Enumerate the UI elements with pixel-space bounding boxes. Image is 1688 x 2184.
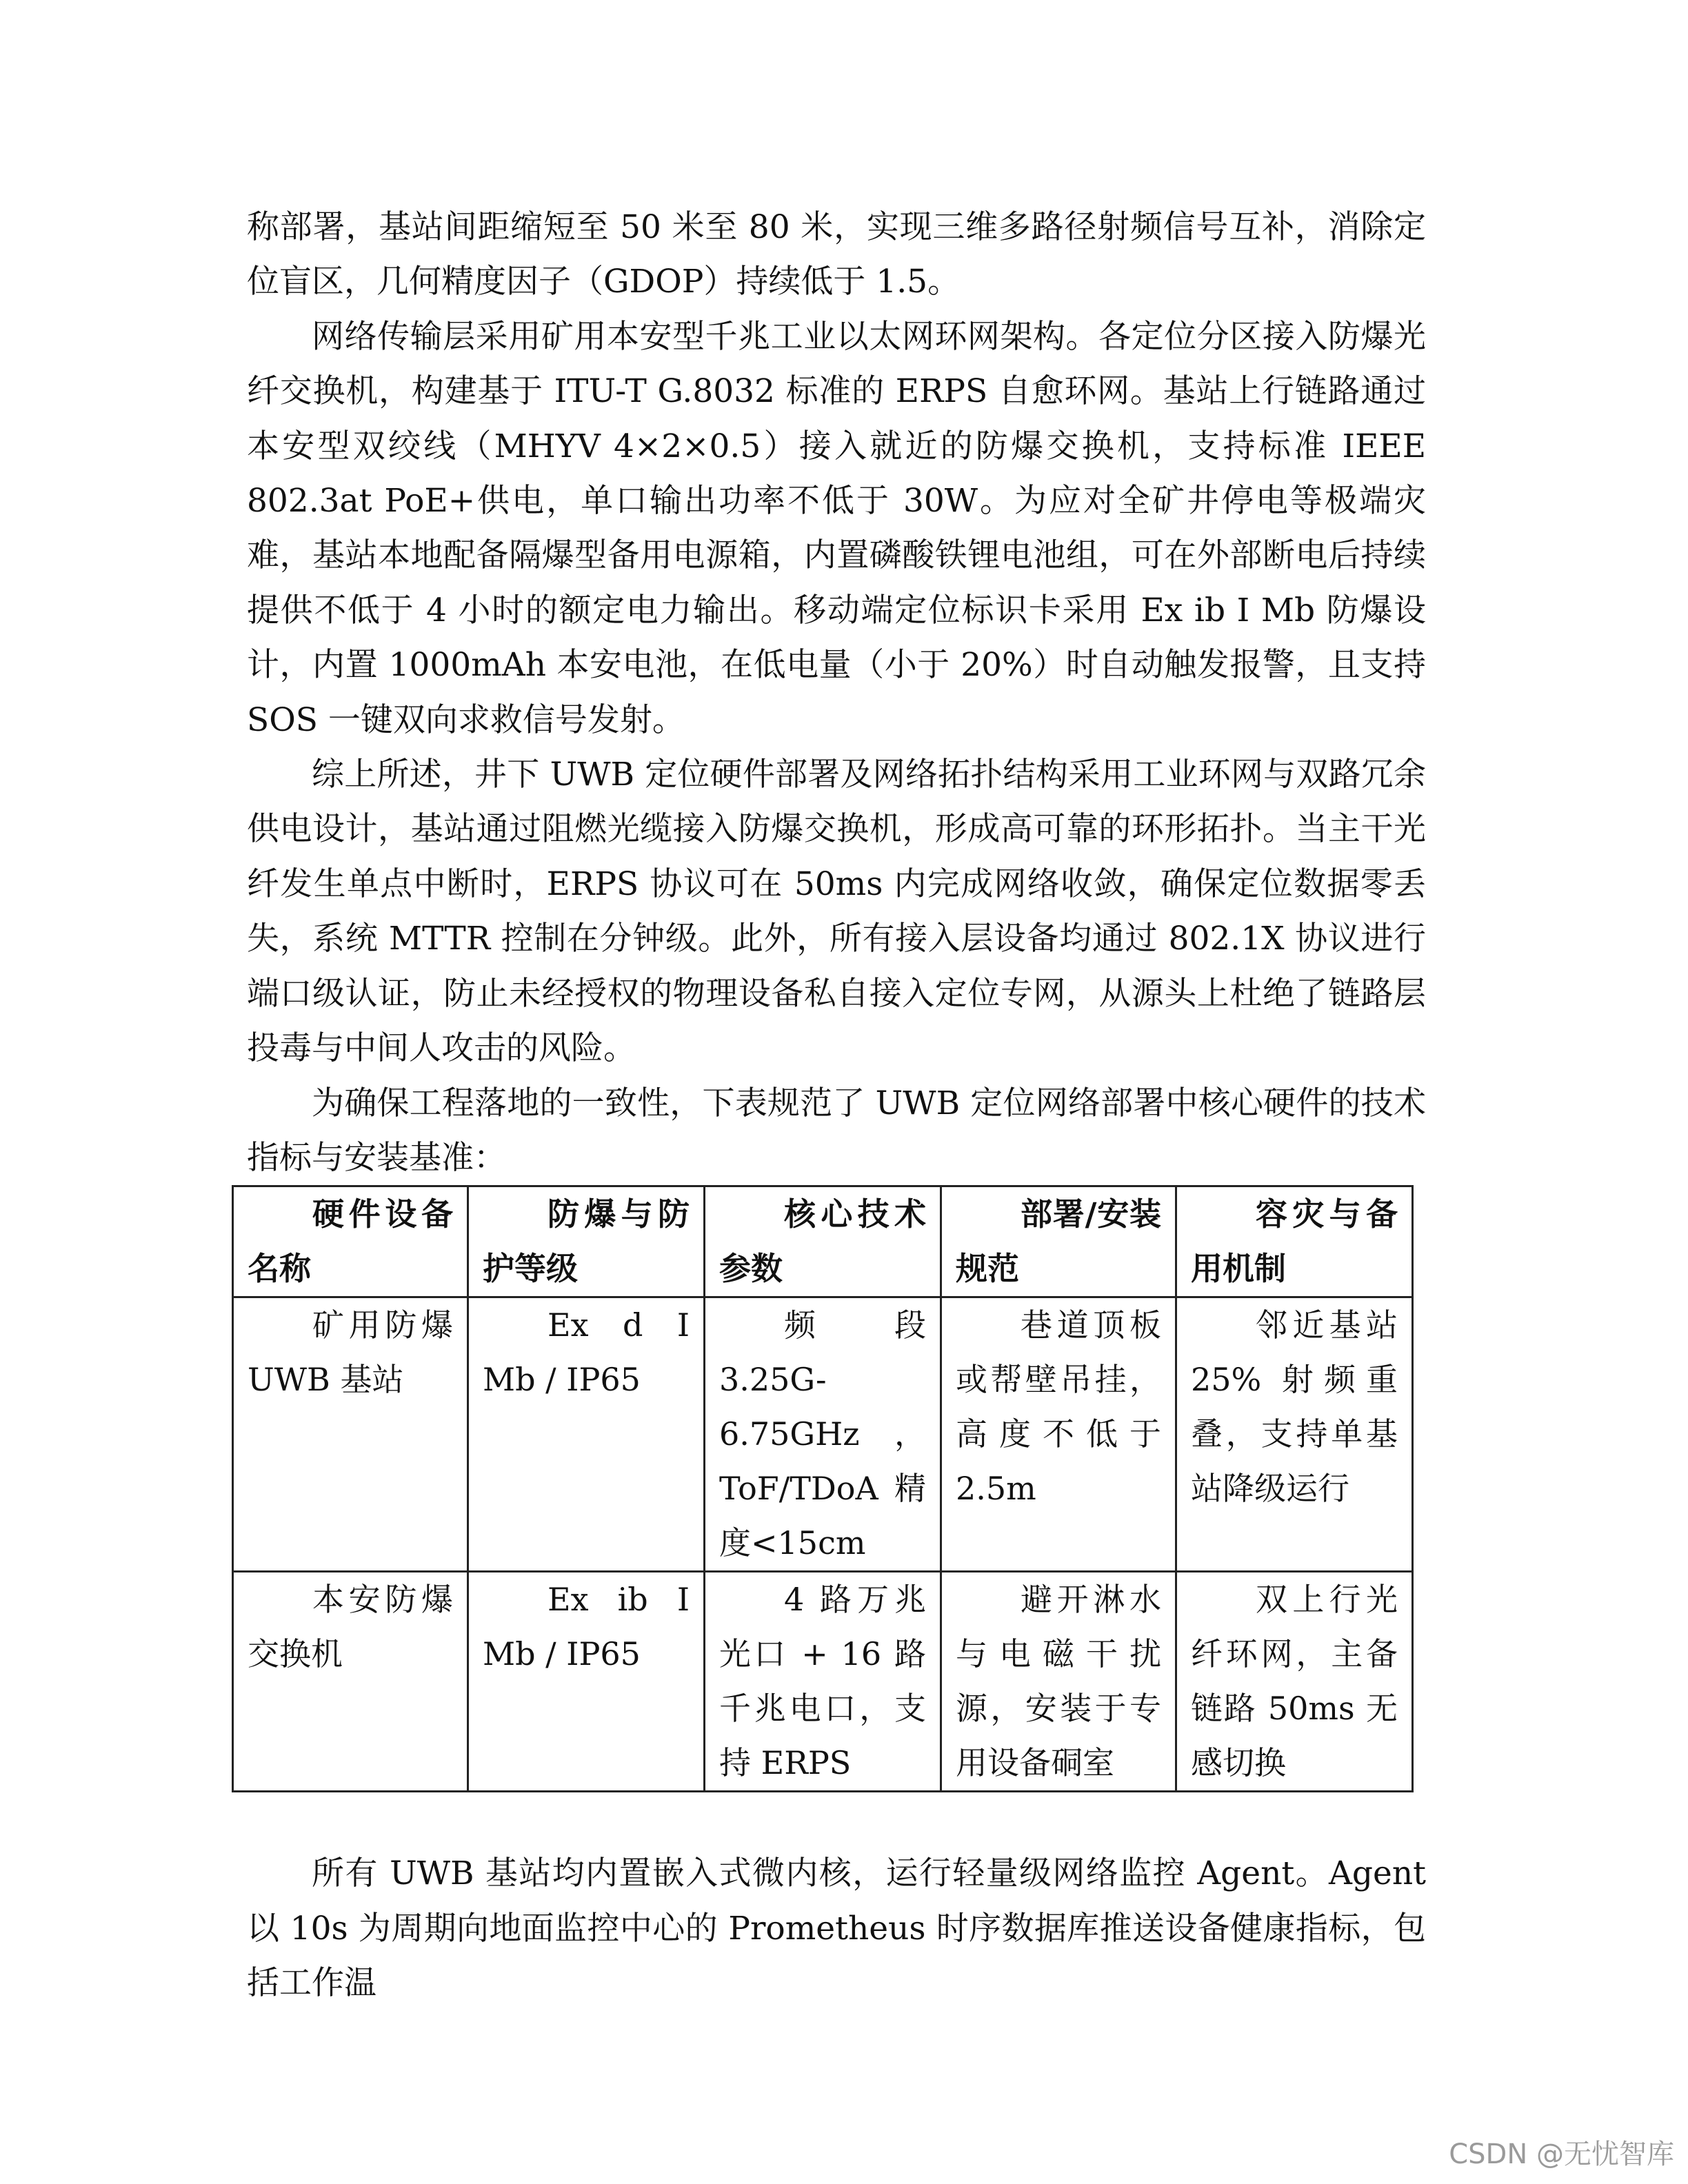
table-cell: 邻近基站 25% 射频重叠，支持单基站降级运行: [1176, 1297, 1413, 1572]
table-header-cell: 容灾与备用机制: [1176, 1186, 1413, 1297]
paragraph-gdop: 称部署，基站间距缩短至 50 米至 80 米，实现三维多路径射频信号互补，消除定位盲区，几何精度因子（GDOP）持续低于 1.5。: [247, 208, 1426, 301]
hardware-spec-table: [232, 1185, 1414, 1792]
table-cell: 频段 3.25G-6.75GHz，ToF/TDoA 精度<15cm: [705, 1297, 941, 1572]
table-cell: Ex d I Mb / IP65: [468, 1297, 705, 1572]
table-cell: Ex ib I Mb / IP65: [468, 1572, 705, 1792]
table-header-cell: 部署/安装规范: [941, 1186, 1176, 1297]
table-header-cell: 防爆与防护等级: [468, 1186, 705, 1297]
table-cell: 巷道顶板或帮壁吊挂，高度不低于 2.5m: [941, 1297, 1176, 1572]
table-header-cell: 核心技术参数: [705, 1186, 941, 1297]
watermark-text: CSDN @无忧智库: [1449, 2138, 1674, 2170]
document-body: [247, 200, 1426, 2011]
paragraph-network-layer: 网络传输层采用矿用本安型千兆工业以太网环网架构。各定位分区接入防爆光纤交换机，构建基于 ITU-T G.8032 标准的 ERPS 自愈环网。基站上行链路通过本安型双绞线（MHYV 4×2×0.5）接入就近的防爆交换机，支持标准 IEEE 802.3at PoE+供电，单口输出功率不低于 30W。为应对全矿井停电等极端灾难，基站本地配备隔爆型备用电源箱，内置磷酸铁锂电池组，可在外部断电后持续提供不低于 4 小时的额定电力输出。移动端定位标识卡采用 Ex ib I Mb 防爆设计，内置 1000mAh 本安电池，在低电量（小于 20%）时自动触发报警，且支持 SOS 一键双向求救信号发射。: [247, 317, 1426, 739]
table-cell: 4 路万兆光口 + 16 路千兆电口，支持 ERPS: [705, 1572, 941, 1792]
table-cell: 双上行光纤环网，主备链路 50ms 无感切换: [1176, 1572, 1413, 1792]
paragraph-summary: 综上所述，井下 UWB 定位硬件部署及网络拓扑结构采用工业环网与双路冗余供电设计，基站通过阻燃光缆接入防爆交换机，形成高可靠的环形拓扑。当主干光纤发生单点中断时，ERPS 协议可在 50ms 内完成网络收敛，确保定位数据零丢失，系统 MTTR 控制在分钟级。此外，所有接入层设备均通过 802.1X 协议进行端口级认证，防止未经授权的物理设备私自接入定位专网，从源头上杜绝了链路层投毒与中间人攻击的风险。: [247, 756, 1426, 1068]
table-cell: 避开淋水与电磁干扰源，安装于专用设备硐室: [941, 1572, 1176, 1792]
table-header-cell: 硬件设备名称: [233, 1186, 468, 1297]
paragraph-agent: 所有 UWB 基站均内置嵌入式微内核，运行轻量级网络监控 Agent。Agent 以 10s 为周期向地面监控中心的 Prometheus 时序数据库推送设备健康指标，包括工作温: [247, 1854, 1426, 2003]
table-cell: 矿用防爆 UWB 基站: [233, 1297, 468, 1572]
table-header-row: [233, 1186, 1413, 1297]
paragraph-table-intro: 为确保工程落地的一致性，下表规范了 UWB 定位网络部署中核心硬件的技术指标与安装基准：: [247, 1084, 1426, 1177]
table-cell: 本安防爆交换机: [233, 1572, 468, 1792]
table-row: [233, 1572, 1413, 1792]
table-row: [233, 1297, 1413, 1572]
